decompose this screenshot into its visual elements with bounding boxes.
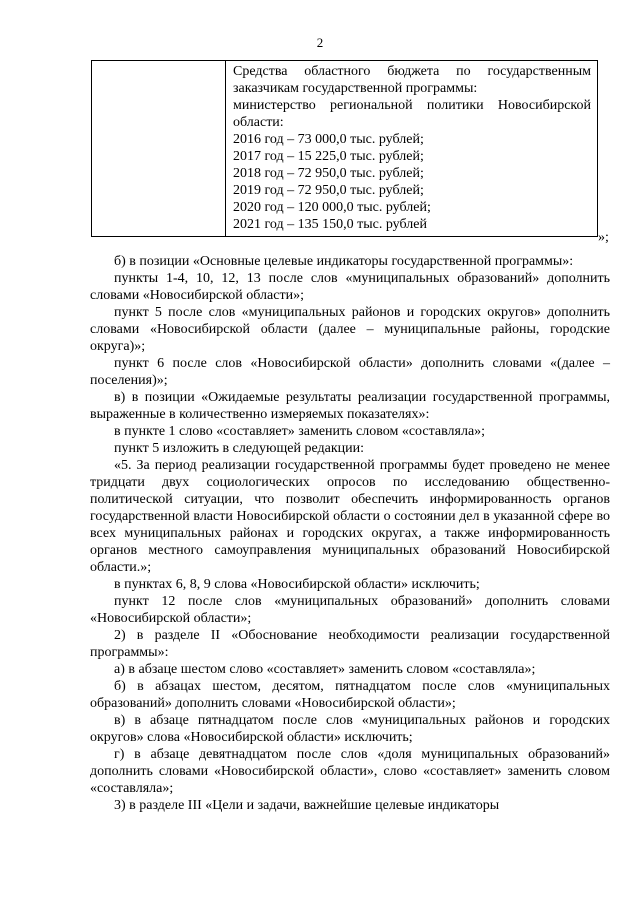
paragraph: г) в абзаце девятнадцатом после слов «доля муниципальных образований» дополнить словами «Новосибирской области», слово «составляет» заменить словом «составляла»;	[90, 747, 610, 796]
table-line: 2019 год – 72 950,0 тыс. рублей;	[233, 183, 424, 198]
document-body	[90, 253, 610, 814]
paragraph: 2) в разделе II «Обоснование необходимости реализации государственной программы»:	[90, 628, 610, 660]
paragraph: пункт 5 изложить в следующей редакции:	[114, 441, 364, 456]
closing-quote: »;	[598, 230, 609, 245]
table-line: 2017 год – 15 225,0 тыс. рублей;	[233, 149, 424, 164]
table-line: области:	[233, 115, 284, 130]
table-line: 2021 год – 135 150,0 тыс. рублей	[233, 217, 427, 232]
paragraph: в) в позиции «Ожидаемые результаты реализации государственной программы, выраженные в количественно измеряемых показателях»:	[90, 390, 610, 422]
paragraph: «5. За период реализации государственной программы будет проведено не менее тридцати двух социологических опросов по исследованию общественно-политической ситуации, что позволит обеспечить информированность органов государственной власти Новосибирской области о состоянии дел в указанной сфере во всех муниципальных районах и городских округах, а также информированность органов местного самоуправления муниципальных образований Новосибирской области.»;	[90, 458, 610, 575]
table-line: 2016 год – 73 000,0 тыс. рублей;	[233, 132, 424, 147]
table-line: заказчикам государственной программы:	[233, 81, 478, 96]
table-line: 2020 год – 120 000,0 тыс. рублей;	[233, 200, 431, 215]
paragraph: пункт 12 после слов «муниципальных образований» дополнить словами «Новосибирской области»;	[90, 594, 610, 626]
budget-table	[91, 60, 598, 237]
paragraph: 3) в разделе III «Цели и задачи, важнейшие целевые индикаторы	[114, 798, 500, 813]
paragraph: в пункте 1 слово «составляет» заменить словом «составляла»;	[114, 424, 486, 439]
paragraph: пункт 6 после слов «Новосибирской области» дополнить словами «(далее – поселения)»;	[90, 356, 610, 388]
table-empty-cell	[92, 61, 226, 237]
table-line: 2018 год – 72 950,0 тыс. рублей;	[233, 166, 424, 181]
paragraph: в) в абзаце пятнадцатом после слов «муниципальных районов и городских округов» слова «Новосибирской области» исключить;	[90, 713, 610, 745]
paragraph: б) в абзацах шестом, десятом, пятнадцатом после слов «муниципальных образований» дополнить словами «Новосибирской области»;	[90, 679, 610, 711]
paragraph: в пунктах 6, 8, 9 слова «Новосибирской области» исключить;	[114, 577, 480, 592]
table-budget-cell	[226, 61, 598, 237]
paragraph: а) в абзаце шестом слово «составляет» заменить словом «составляла»;	[114, 662, 536, 677]
paragraph: пункт 5 после слов «муниципальных районов и городских округов» дополнить словами «Новосибирской области (далее – муниципальные районы, городские округа)»;	[90, 305, 610, 354]
page-number: 2	[316, 35, 324, 50]
table-line: министерство региональной политики Новосибирской	[233, 98, 591, 113]
paragraph: пункты 1-4, 10, 12, 13 после слов «муниципальных образований» дополнить словами «Новосибирской области»;	[90, 271, 610, 303]
table-line: Средства областного бюджета по государственным	[233, 64, 591, 79]
paragraph: б) в позиции «Основные целевые индикаторы государственной программы»:	[114, 254, 574, 269]
